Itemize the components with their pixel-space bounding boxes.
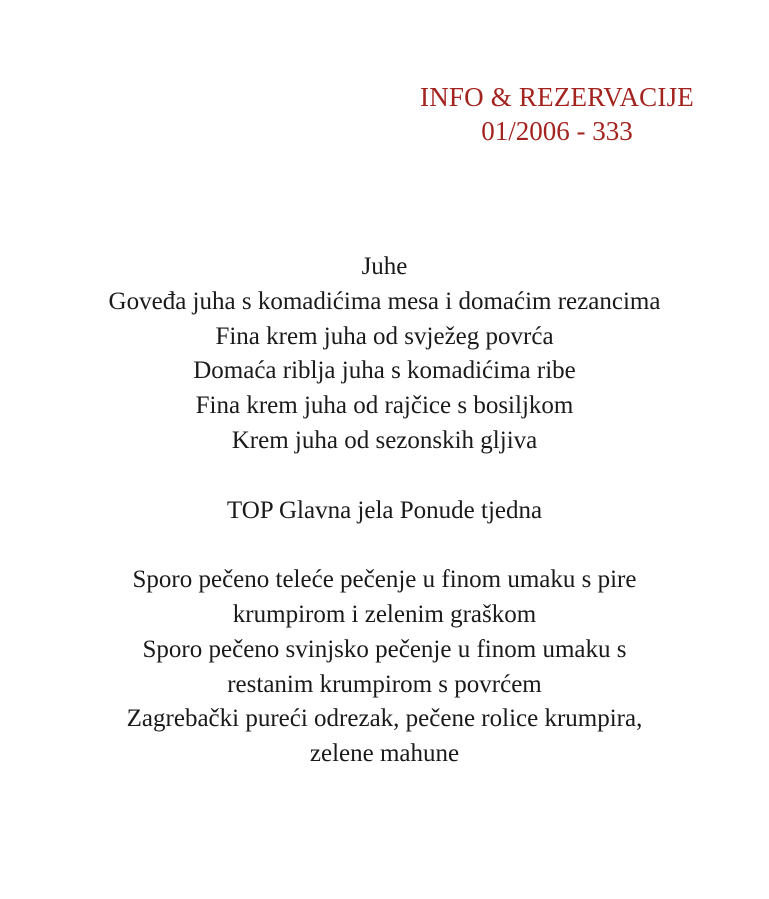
soup-item: Fina krem juha od rajčice s bosiljkom xyxy=(195,392,574,420)
main-dish-line: Sporo pečeno svinjsko pečenje u finom umaku s xyxy=(142,635,627,663)
soup-item: Domaća riblja juha s komadićima ribe xyxy=(193,357,576,385)
main-dish xyxy=(0,702,769,772)
spacer xyxy=(0,459,769,494)
main-dish-line: restanim krumpirom s povrćem xyxy=(227,670,542,698)
soup-item: Goveđa juha s komadićima mesa i domaćim rezancima xyxy=(108,287,661,315)
main-dish xyxy=(0,633,769,703)
main-dish-line: Zagrebački pureći odrezak, pečene rolice krumpira, xyxy=(126,705,643,733)
info-title: INFO & REZERVACIJE xyxy=(420,82,694,112)
main-dish-line: Sporo pečeno teleće pečenje u finom umaku s pire xyxy=(132,566,637,594)
main-dish-line: krumpirom i zelenim graškom xyxy=(232,600,537,628)
phone-number[interactable]: 01/2006 - 333 xyxy=(481,116,633,146)
soups-heading: Juhe xyxy=(361,253,408,280)
spacer xyxy=(0,528,769,563)
main-dish-line: zelene mahune xyxy=(309,740,460,768)
menu xyxy=(0,250,769,772)
soup-item: Krem juha od sezonskih gljiva xyxy=(231,426,538,454)
main-dish xyxy=(0,563,769,633)
soup-item: Fina krem juha od svježeg povrća xyxy=(215,322,554,350)
info-reservations xyxy=(0,80,769,160)
mains-heading: TOP Glavna jela Ponude tjedna xyxy=(226,496,543,524)
